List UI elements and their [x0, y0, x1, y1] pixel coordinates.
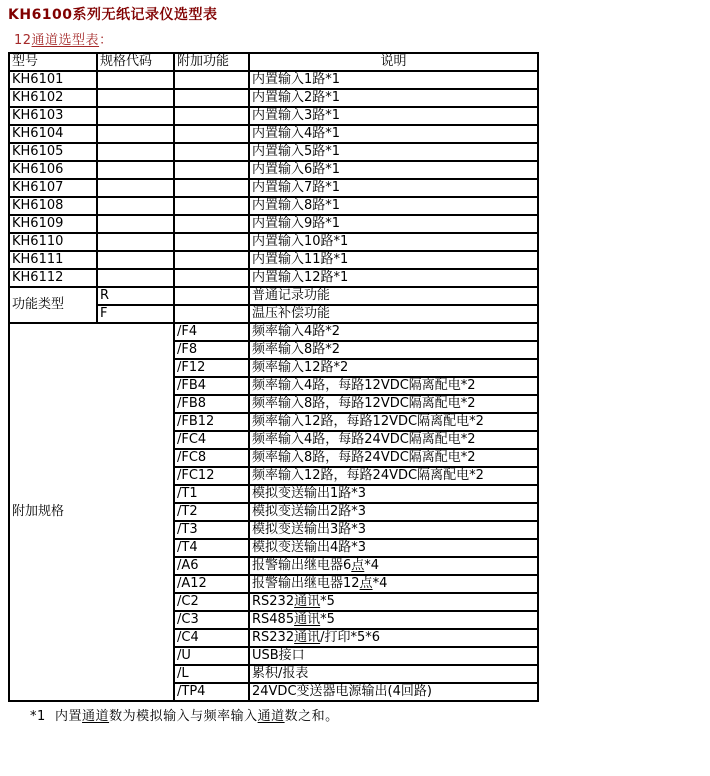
description-cell: 报警输出继电器12点*4: [249, 575, 538, 593]
proofing-underline: 通讯: [294, 630, 321, 645]
header-addon-function: 附加功能: [174, 53, 249, 71]
addon-code-cell: /FB8: [174, 395, 249, 413]
addon-code-cell: [174, 71, 249, 89]
addon-code-cell: /T2: [174, 503, 249, 521]
table-row: [9, 125, 538, 143]
description-cell: 模拟变送输出2路*3: [249, 503, 538, 521]
addon-code-cell: /FB12: [174, 413, 249, 431]
header-row: [9, 53, 538, 71]
description-cell: 频率输入8路，每路24VDC隔离配电*2: [249, 449, 538, 467]
table-body: [9, 71, 538, 701]
addon-code-cell: /C4: [174, 629, 249, 647]
addon-code-cell: /TP4: [174, 683, 249, 701]
selection-table: [8, 52, 539, 702]
subtitle-underlined: 通道选型表: [31, 33, 100, 48]
addon-code-cell: [174, 269, 249, 287]
description-cell: RS232通讯*5: [249, 593, 538, 611]
spec-code-cell: [97, 197, 174, 215]
subtitle: [14, 29, 710, 48]
description-cell: 内置输入5路*1: [249, 143, 538, 161]
header-spec-code: 规格代码: [97, 53, 174, 71]
model-cell: KH6103: [9, 107, 97, 125]
description-cell: 内置输入4路*1: [249, 125, 538, 143]
subtitle-colon: ：: [99, 33, 113, 48]
description-cell: RS485通讯*5: [249, 611, 538, 629]
addon-code-cell: /FC8: [174, 449, 249, 467]
table-row: [9, 233, 538, 251]
model-cell: KH6110: [9, 233, 97, 251]
model-cell: KH6102: [9, 89, 97, 107]
proofing-underline: 通讯: [294, 612, 321, 627]
addon-code-cell: [174, 107, 249, 125]
addon-code-cell: [174, 197, 249, 215]
spec-code-cell: [97, 71, 174, 89]
subtitle-prefix: 12: [14, 33, 32, 48]
addon-code-cell: /C2: [174, 593, 249, 611]
table-row: [9, 197, 538, 215]
spec-code-cell: [97, 179, 174, 197]
description-cell: 内置输入1路*1: [249, 71, 538, 89]
function-type-label: 功能类型: [9, 287, 97, 323]
header-model: 型号: [9, 53, 97, 71]
addon-code-cell: /T4: [174, 539, 249, 557]
model-cell: KH6107: [9, 179, 97, 197]
description-cell: 内置输入11路*1: [249, 251, 538, 269]
description-cell: 频率输入8路*2: [249, 341, 538, 359]
description-cell: 内置输入2路*1: [249, 89, 538, 107]
addon-code-cell: /A6: [174, 557, 249, 575]
table-row: [9, 89, 538, 107]
addon-code-cell: /C3: [174, 611, 249, 629]
description-cell: 内置输入3路*1: [249, 107, 538, 125]
addon-code-cell: /T1: [174, 485, 249, 503]
table-row: [9, 287, 538, 305]
description-cell: 频率输入8路，每路12VDC隔离配电*2: [249, 395, 538, 413]
addon-code-cell: /F12: [174, 359, 249, 377]
addon-code-cell: [174, 125, 249, 143]
description-cell: 内置输入8路*1: [249, 197, 538, 215]
spec-code-cell: [97, 215, 174, 233]
addon-code-cell: [174, 305, 249, 323]
description-cell: 内置输入12路*1: [249, 269, 538, 287]
spec-code-cell: [97, 143, 174, 161]
model-cell: KH6104: [9, 125, 97, 143]
description-cell: USB接口: [249, 647, 538, 665]
description-cell: 频率输入12路，每路24VDC隔离配电*2: [249, 467, 538, 485]
addon-code-cell: [174, 179, 249, 197]
addon-code-cell: /F8: [174, 341, 249, 359]
header-description: 说明: [249, 53, 538, 71]
addon-code-cell: /L: [174, 665, 249, 683]
description-cell: 模拟变送输出3路*3: [249, 521, 538, 539]
addon-code-cell: /A12: [174, 575, 249, 593]
description-cell: 频率输入4路*2: [249, 323, 538, 341]
model-cell: KH6106: [9, 161, 97, 179]
addon-code-cell: [174, 215, 249, 233]
proofing-underline: 点: [351, 558, 365, 573]
addon-code-cell: [174, 89, 249, 107]
spec-code-cell: [97, 89, 174, 107]
table-row: [9, 269, 538, 287]
addon-code-cell: [174, 143, 249, 161]
addon-code-cell: [174, 233, 249, 251]
proofing-underline: 通讯: [294, 594, 321, 609]
description-cell: RS232通讯/打印*5*6: [249, 629, 538, 647]
spec-code-cell: [97, 161, 174, 179]
description-cell: 频率输入12路，每路12VDC隔离配电*2: [249, 413, 538, 431]
spec-code-cell: [97, 233, 174, 251]
model-cell: KH6108: [9, 197, 97, 215]
description-cell: 频率输入12路*2: [249, 359, 538, 377]
table-row: [9, 143, 538, 161]
proofing-underline: 点: [359, 576, 373, 591]
spec-code-cell: R: [97, 287, 174, 305]
addon-code-cell: [174, 161, 249, 179]
description-cell: 内置输入6路*1: [249, 161, 538, 179]
table-row: [9, 179, 538, 197]
table-row: [9, 215, 538, 233]
additional-spec-label: 附加规格: [9, 323, 174, 701]
spec-code-cell: [97, 251, 174, 269]
model-cell: KH6101: [9, 71, 97, 89]
spec-code-cell: [97, 125, 174, 143]
description-cell: 普通记录功能: [249, 287, 538, 305]
description-cell: 频率输入4路，每路12VDC隔离配电*2: [249, 377, 538, 395]
proofing-underline: 通道: [257, 709, 285, 724]
description-cell: 报警输出继电器6点*4: [249, 557, 538, 575]
description-cell: 内置输入9路*1: [249, 215, 538, 233]
spec-code-cell: [97, 269, 174, 287]
footnote: *1 内置通道数为模拟输入与频率输入通道数之和。: [30, 709, 339, 724]
addon-code-cell: /F4: [174, 323, 249, 341]
table-row: [9, 251, 538, 269]
description-cell: 频率输入4路，每路24VDC隔离配电*2: [249, 431, 538, 449]
page-title: KH6100系列无纸记录仪选型表: [8, 7, 218, 23]
addon-code-cell: /FC12: [174, 467, 249, 485]
description-cell: 模拟变送输出1路*3: [249, 485, 538, 503]
model-cell: KH6105: [9, 143, 97, 161]
addon-code-cell: /FC4: [174, 431, 249, 449]
addon-code-cell: /FB4: [174, 377, 249, 395]
table-row: [9, 71, 538, 89]
addon-code-cell: [174, 287, 249, 305]
spec-code-cell: [97, 107, 174, 125]
addon-code-cell: [174, 251, 249, 269]
table-row: [9, 161, 538, 179]
description-cell: 内置输入7路*1: [249, 179, 538, 197]
addon-code-cell: /T3: [174, 521, 249, 539]
table-row: [9, 107, 538, 125]
description-cell: 内置输入10路*1: [249, 233, 538, 251]
model-cell: KH6112: [9, 269, 97, 287]
model-cell: KH6111: [9, 251, 97, 269]
addon-code-cell: /U: [174, 647, 249, 665]
description-cell: 温压补偿功能: [249, 305, 538, 323]
description-cell: 模拟变送输出4路*3: [249, 539, 538, 557]
model-cell: KH6109: [9, 215, 97, 233]
proofing-underline: 通道: [82, 709, 110, 724]
spec-code-cell: F: [97, 305, 174, 323]
table-row: [9, 323, 538, 341]
description-cell: 24VDC变送器电源输出(4回路): [249, 683, 538, 701]
description-cell: 累积/报表: [249, 665, 538, 683]
